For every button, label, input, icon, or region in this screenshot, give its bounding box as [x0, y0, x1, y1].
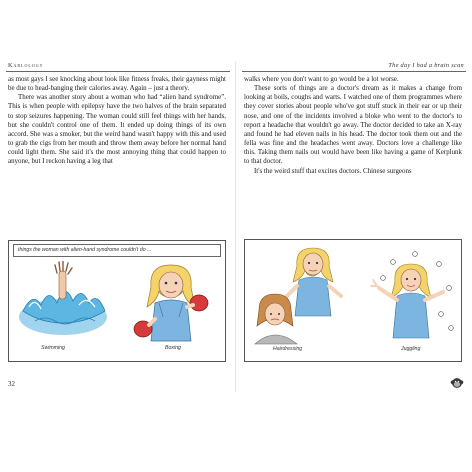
figure-caption: things the woman with alien-hand syndrome couldn't do ...	[13, 244, 221, 257]
label-boxing: Boxing	[165, 345, 181, 351]
right-figure	[244, 239, 462, 362]
swimming-illustration	[15, 261, 111, 341]
right-page	[242, 62, 466, 390]
right-paragraph-2: These sorts of things are a doctor's dream as it makes a change from looking at boils, coughs and warts. I watched one of them programmes where they cover stories about people who've got stuff stuck in their ear or up their nose, and one of the incidents involved a bloke who went to the doctor's to report a headache that wouldn't go away. The doctor decided to take an X-ray and found he had eleven nails in his head. The doctor took them out and the fella was fine and the headaches went away. Doctors love a challenge like this. Taking them nails out would have been like having a game of Kerplunk to that doctor.	[244, 84, 462, 166]
book-spread	[0, 62, 472, 392]
left-paragraph-2: There was another story about a woman who had “alien hand syndrome”. This is when people with epilepsy have the two halves of the brain separated to stop seizures happening. The woman could still feel things with her hands, but she couldn't control one of them. It ended up doing things of its own accord. She was a smoker, but the weird hand wasn't happy with this and used to grab the cigs from her mouth and throw them away before her normal hand could light them. She said it's the most annoying thing that could happen to anyone, but I reckon having a leg that	[8, 93, 226, 166]
juggling-illustration	[363, 248, 459, 344]
left-page	[6, 62, 230, 390]
right-paragraph-1: walks where you don't want to go would be a lot worse.	[244, 75, 399, 83]
label-juggling: Juggling	[401, 346, 421, 352]
right-header-rule	[242, 71, 466, 72]
left-paragraph-1: as most gays I see knocking about look like fitness freaks, their gayness might be due to head-banging their calories away. Again – just a theory.	[8, 75, 226, 93]
gutter-divider	[235, 62, 236, 392]
right-running-head: The day I had a brain scan	[388, 62, 464, 69]
boxing-illustration	[129, 257, 215, 343]
left-running-head: Karlology	[8, 62, 44, 69]
left-body-text	[8, 75, 226, 167]
hairdressing-illustration	[251, 246, 347, 346]
label-swimming: Swimming	[41, 345, 65, 351]
right-paragraph-3: It's the weird stuff that excites doctors. Chinese surgeons	[254, 166, 412, 175]
page-number: 32	[8, 380, 15, 388]
monkey-head-icon	[450, 376, 464, 390]
left-figure	[8, 240, 226, 362]
label-hairdressing: Hairdressing	[273, 346, 303, 352]
right-body-text	[244, 75, 462, 176]
left-header-rule	[6, 71, 230, 72]
